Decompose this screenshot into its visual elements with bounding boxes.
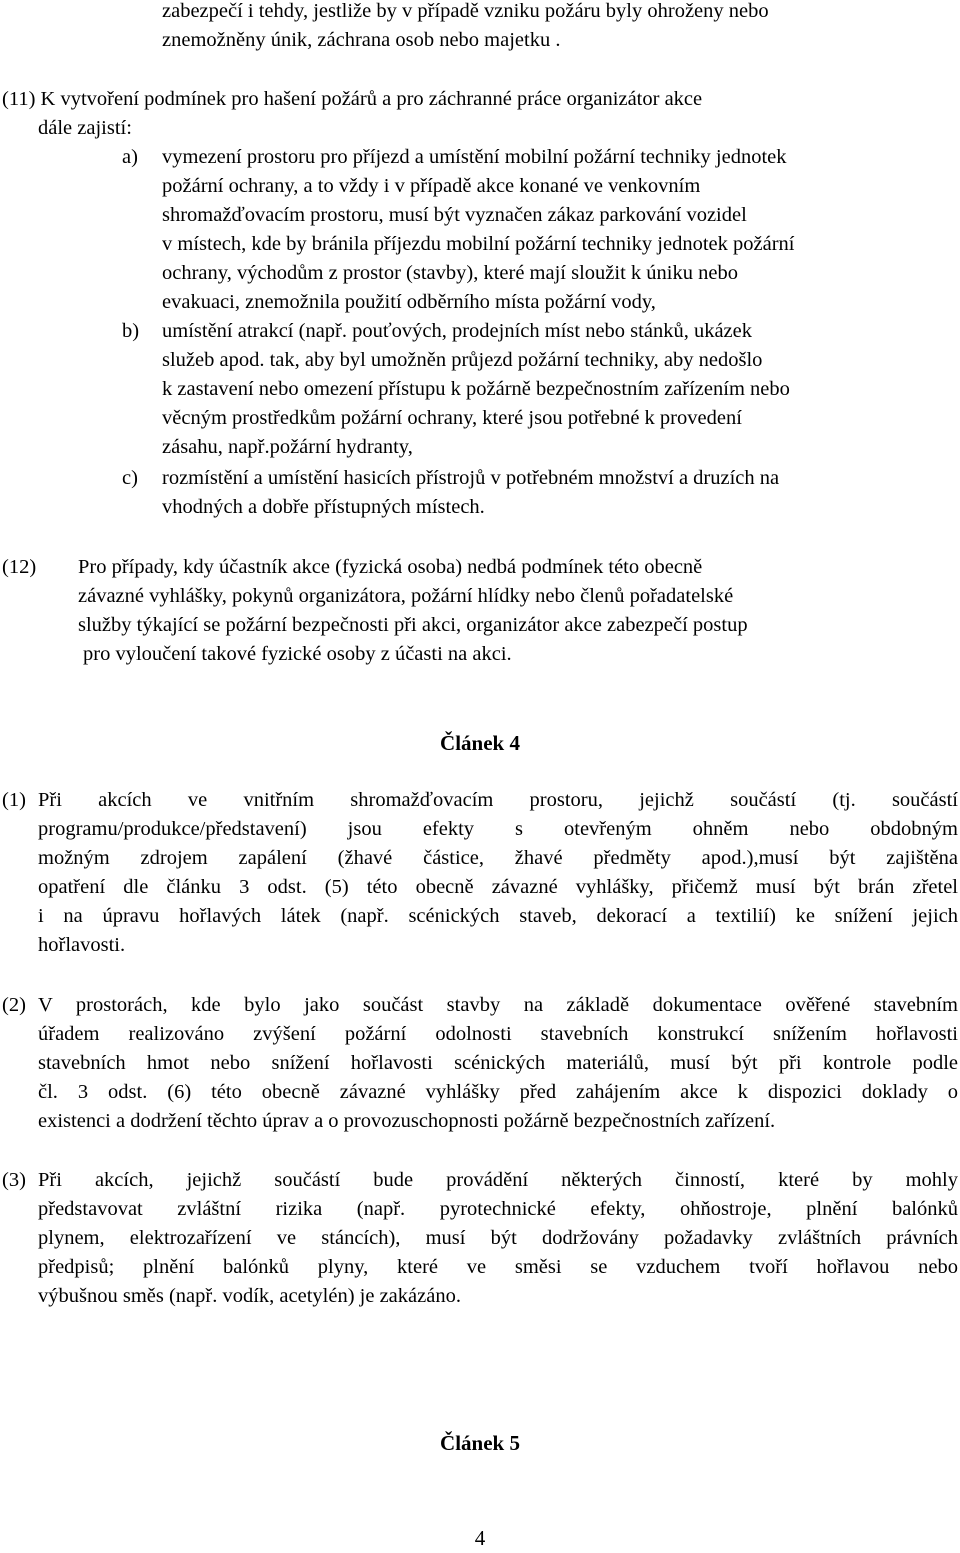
item-b-label: b) <box>122 320 140 342</box>
paragraph-12-label: (12) <box>2 556 37 578</box>
article-4-para-3-line: předpisů; plnění balónků plyny, které ve směsi se vzduchem tvoří hořlavou nebo <box>38 1256 958 1278</box>
article-4-para-2-line: čl. 3 odst. (6) této obecně závazné vyhlášky před zahájením akce k dispozici doklady o <box>38 1081 958 1103</box>
item-b-line: k zastavení nebo omezení přístupu k požárně bezpečnostním zařízením nebo <box>162 378 790 400</box>
intro-line: znemožněny únik, záchrana osob nebo majetku . <box>162 29 561 51</box>
article-4-para-2-line: úřadem realizováno zvýšení požární odolnosti stavebních konstrukcí snížením hořlavosti <box>38 1023 958 1045</box>
item-a-line: vymezení prostoru pro příjezd a umístění mobilní požární techniky jednotek <box>162 146 787 168</box>
article-4-para-2-line: existenci a dodržení těchto úprav a o provozuschopnosti požárně bezpečnostních zařízení. <box>38 1110 776 1132</box>
article-4-para-1-line: programu/produkce/představení) jsou efekty s otevřeným ohněm nebo obdobným <box>38 818 958 840</box>
article-4-para-2-line: V prostorách, kde bylo jako součást stavby na základě dokumentace ověřené stavebním <box>38 994 958 1016</box>
item-b-line: umístění atrakcí (např. pouťových, prodejních míst nebo stánků, ukázek <box>162 320 753 342</box>
article-4-para-3-line: plynem, elektrozařízení ve stáncích), musí být dodržovány požadavky zvláštních právních <box>38 1227 958 1249</box>
item-b-line: zásahu, např.požární hydranty, <box>162 436 413 458</box>
item-a-line: požární ochrany, a to vždy i v případě akce konané ve venkovním <box>162 175 701 197</box>
item-c-line: rozmístění a umístění hasicích přístrojů v potřebném množství a druzích na <box>162 467 780 489</box>
item-b-line: služeb apod. tak, aby byl umožněn průjezd požární techniky, aby nedošlo <box>162 349 763 371</box>
page-number: 4 <box>474 1526 486 1550</box>
item-a-line: shromažďovacím prostoru, musí být vyznačen zákaz parkování vozidel <box>162 204 747 226</box>
article-4-para-3-line: Při akcích, jejichž součástí bude provádění některých činností, které by mohly <box>38 1169 958 1191</box>
paragraph-11-line: dále zajistí: <box>38 117 132 139</box>
intro-line: zabezpečí i tehdy, jestliže by v případě vzniku požáru byly ohroženy nebo <box>162 0 769 22</box>
paragraph-12-line: Pro případy, kdy účastník akce (fyzická osoba) nedbá podmínek této obecně <box>78 556 703 578</box>
article-4-para-1-label: (1) <box>2 789 26 811</box>
item-b-line: věcným prostředkům požární ochrany, které jsou potřebné k provedení <box>162 407 742 429</box>
article-4-para-1-line: i na úpravu hořlavých látek (např. scénických staveb, dekorací a textilií) ke snížení jejich <box>38 905 958 927</box>
item-a-line: evakuaci, znemožnila použití odběrního místa požární vody, <box>162 291 656 313</box>
article-4-para-2-line: stavebních hmot nebo snížení hořlavosti scénických materiálů, musí být při kontrole podle <box>38 1052 958 1074</box>
article-4-para-3-line: výbušnou směs (např. vodík, acetylén) je zakázáno. <box>38 1285 461 1307</box>
article-4-para-3-label: (3) <box>2 1169 26 1191</box>
item-a-line: v místech, kde by bránila příjezdu mobilní požární techniky jednotek požární <box>162 233 795 255</box>
paragraph-12-line: závazné vyhlášky, pokynů organizátora, požární hlídky nebo členů pořadatelské <box>78 585 734 607</box>
article-4-para-1-line: opatření dle článku 3 odst. (5) této obecně závazné vyhlášky, přičemž musí být brán zřetel <box>38 876 958 898</box>
article-5-heading: Článek 5 <box>440 1431 520 1455</box>
paragraph-11-line: (11) K vytvoření podmínek pro hašení požárů a pro záchranné práce organizátor akce <box>2 88 703 110</box>
paragraph-12-line: pro vyloučení takové fyzické osoby z účasti na akci. <box>83 643 512 665</box>
article-4-heading: Článek 4 <box>440 731 520 755</box>
item-c-label: c) <box>122 467 138 489</box>
article-4-para-3-line: představovat zvláštní rizika (např. pyrotechnické efekty, ohňostroje, plnění balónků <box>38 1198 958 1220</box>
article-4-para-2-label: (2) <box>2 994 26 1016</box>
item-c-line: vhodných a dobře přístupných místech. <box>162 496 485 518</box>
article-4-para-1-line: hořlavosti. <box>38 934 126 956</box>
paragraph-12-line: služby týkající se požární bezpečnosti při akci, organizátor akce zabezpečí postup <box>78 614 748 636</box>
item-a-label: a) <box>122 146 138 168</box>
item-a-line: ochrany, východům z prostor (stavby), které mají sloužit k úniku nebo <box>162 262 738 284</box>
article-4-para-1-line: Při akcích ve vnitřním shromažďovacím prostoru, jejichž součástí (tj. součástí <box>38 789 958 811</box>
article-4-para-1-line: možným zdrojem zapálení (žhavé částice, žhavé předměty apod.),musí být zajištěna <box>38 847 958 869</box>
